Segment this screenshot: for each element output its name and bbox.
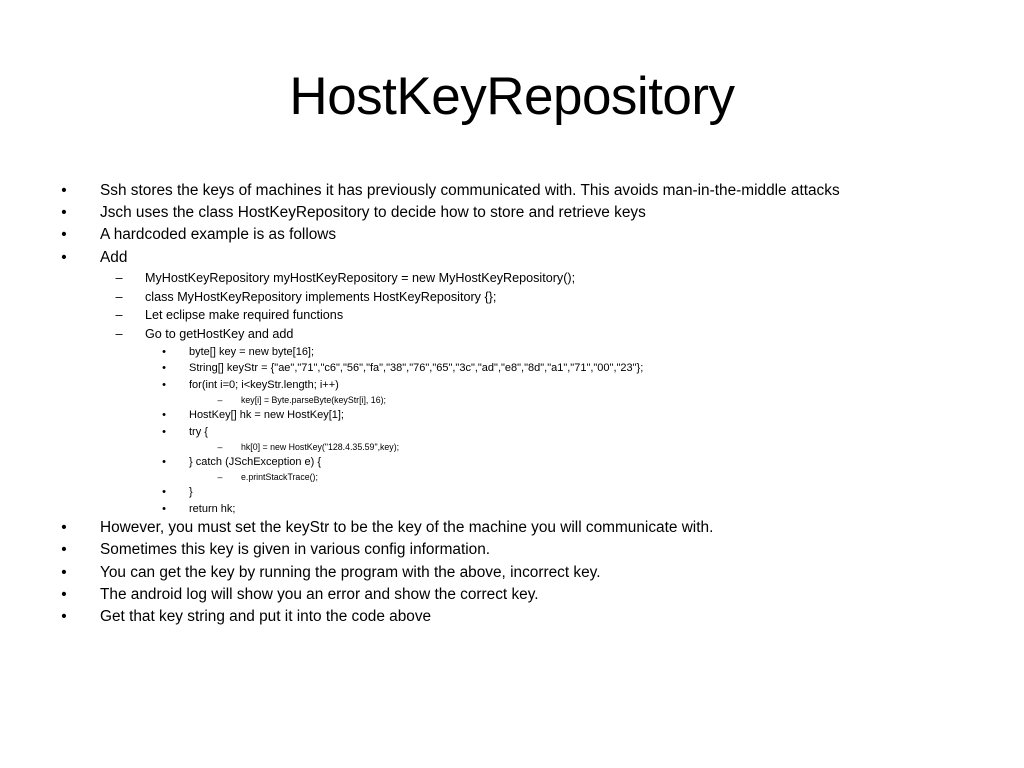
bullet-item — [0, 606, 1000, 628]
slide-title: HostKeyRepository — [289, 67, 735, 126]
dash-marker: – — [217, 395, 223, 406]
dash-marker: – — [217, 442, 223, 453]
bullet-marker: • — [61, 182, 67, 199]
bullet-marker: • — [162, 362, 166, 375]
bullet-text: The android log will show you an error and show the correct key. — [100, 585, 539, 603]
dash-marker: – — [217, 472, 223, 483]
code-text: } — [189, 486, 193, 499]
code-text: key[i] = Byte.parseByte(keyStr[i], 16); — [241, 395, 386, 406]
bullet-item — [0, 562, 1000, 584]
bullet-marker: • — [61, 563, 67, 581]
sub-bullet-item — [0, 306, 1000, 325]
sub-bullet-item — [0, 269, 1000, 288]
code-line-item — [0, 360, 1000, 376]
bullet-marker: • — [61, 204, 67, 222]
sub-bullet-item — [0, 288, 1000, 307]
code-text: hk[0] = new HostKey("128.4.35.59",key); — [241, 442, 400, 453]
bullet-marker: • — [162, 502, 166, 515]
bullet-text: A hardcoded example is as follows — [100, 226, 337, 244]
bullet-item — [0, 224, 1000, 246]
bullet-marker: • — [162, 486, 166, 499]
bullet-marker: • — [61, 585, 67, 603]
bullet-text: Ssh stores the keys of machines it has previously communicated with. This avoids man-in-the-middle attacks — [100, 182, 840, 199]
bullet-item — [0, 180, 1000, 202]
bullet-text: Jsch uses the class HostKeyRepository to decide how to store and retrieve keys — [100, 204, 646, 222]
bullet-text: Let eclipse make required functions — [145, 308, 344, 323]
code-text: try { — [189, 425, 208, 438]
bullet-marker: • — [61, 541, 67, 559]
bullet-marker: • — [162, 425, 166, 438]
dash-marker: – — [115, 308, 123, 323]
bullet-text: class MyHostKeyRepository implements HostKeyRepository {}; — [145, 289, 497, 304]
bullet-text: Get that key string and put it into the code above — [100, 608, 432, 626]
code-subline-item — [0, 393, 1000, 407]
dash-marker: – — [115, 327, 123, 342]
bullet-item — [0, 247, 1000, 269]
code-text: e.printStackTrace(); — [241, 472, 318, 483]
bullet-marker: • — [162, 378, 166, 391]
bullet-marker: • — [162, 456, 166, 469]
bullet-item — [0, 202, 1000, 224]
sub-bullet-item — [0, 325, 1000, 344]
code-text: for(int i=0; i<keyStr.length; i++) — [189, 378, 339, 391]
bullet-item — [0, 517, 1000, 539]
bullet-list — [0, 180, 1000, 628]
code-subline-item — [0, 440, 1000, 454]
code-text: return hk; — [189, 502, 236, 515]
code-line-item — [0, 484, 1000, 500]
bullet-marker: • — [162, 409, 166, 422]
dash-marker: – — [115, 270, 123, 285]
bullet-marker: • — [61, 226, 67, 244]
bullet-text: You can get the key by running the program with the above, incorrect key. — [100, 563, 601, 581]
code-text: byte[] key = new byte[16]; — [189, 346, 315, 358]
code-subline-item — [0, 470, 1000, 484]
bullet-item — [0, 584, 1000, 606]
code-line-item — [0, 407, 1000, 423]
bullet-text: Add — [100, 248, 128, 266]
code-text: String[] keyStr = {"ae","71","c6","56","fa","38","76","65","3c","ad","e8","8d","a1","71","00","23"}; — [189, 362, 644, 375]
bullet-marker: • — [61, 608, 67, 626]
bullet-item — [0, 539, 1000, 561]
dash-marker: – — [115, 289, 123, 304]
code-line-item — [0, 424, 1000, 440]
code-text: } catch (JSchException e) { — [189, 456, 322, 469]
bullet-text: Sometimes this key is given in various config information. — [100, 541, 491, 559]
bullet-marker: • — [61, 519, 67, 537]
bullet-marker: • — [61, 248, 67, 266]
bullet-text: However, you must set the keyStr to be the key of the machine you will communicate with. — [100, 519, 714, 537]
bullet-marker: • — [162, 346, 166, 358]
bullet-text: Go to getHostKey and add — [145, 327, 294, 342]
code-line-item — [0, 344, 1000, 360]
code-text: HostKey[] hk = new HostKey[1]; — [189, 409, 344, 422]
code-line-item — [0, 454, 1000, 470]
bullet-text: MyHostKeyRepository myHostKeyRepository = new MyHostKeyRepository(); — [145, 270, 576, 285]
code-line-item — [0, 377, 1000, 393]
code-line-item — [0, 501, 1000, 517]
